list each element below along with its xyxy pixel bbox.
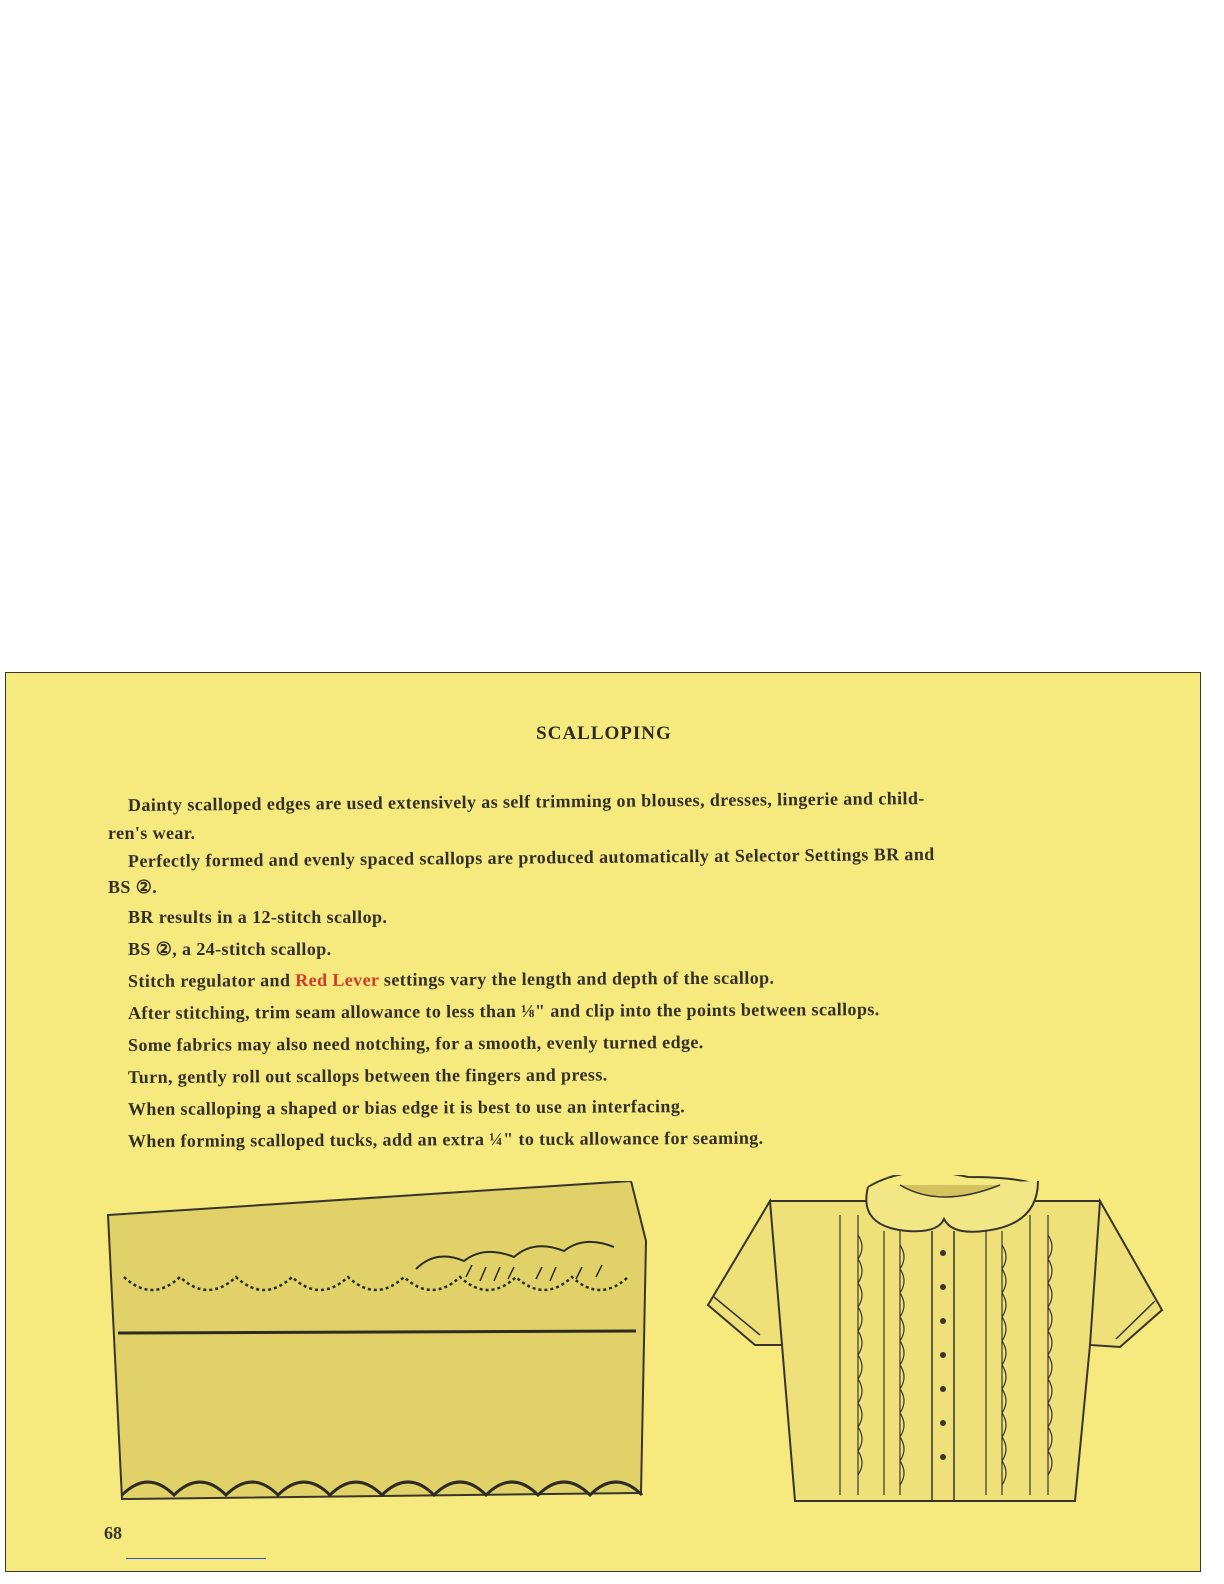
paragraph-trim: After stitching, trim seam allowance to less than ⅛" and clip into the points between scallops. bbox=[127, 999, 880, 1023]
paragraph-bs: BS ②, a 24-stitch scallop. bbox=[128, 939, 332, 959]
paragraph-turn: Turn, gently roll out scallops between the fingers and press. bbox=[127, 1064, 608, 1087]
stitch-regulator-text-after: settings vary the length and depth of the scallop. bbox=[378, 967, 775, 990]
paragraph-selector-line1: Perfectly formed and evenly spaced scallops are produced automatically at Selector Settings BR and bbox=[127, 843, 935, 871]
manual-page-photo bbox=[5, 672, 1201, 1572]
page-number: 68 bbox=[104, 1523, 122, 1543]
paragraph-interfacing: When scalloping a shaped or bias edge it is best to use an interfacing. bbox=[127, 1096, 686, 1119]
paragraph-intro-line2: ren's wear. bbox=[108, 823, 196, 843]
link-underline bbox=[126, 1558, 266, 1559]
paragraph-selector-line2: BS ②. bbox=[108, 877, 158, 897]
paragraph-br: BR results in a 12-stitch scallop. bbox=[128, 907, 388, 927]
paragraph-notching: Some fabrics may also need notching, for a smooth, evenly turned edge. bbox=[127, 1031, 704, 1055]
blouse-illustration bbox=[700, 1175, 1170, 1505]
page-title: SCALLOPING bbox=[536, 723, 672, 744]
red-lever-label: Red Lever bbox=[295, 969, 380, 991]
paragraph-intro-line1: Dainty scalloped edges are used extensively as self trimming on blouses, dresses, lingerie and child- bbox=[127, 788, 925, 815]
paragraph-tucks: When forming scalloped tucks, add an extra ¼" to tuck allowance for seaming. bbox=[127, 1127, 764, 1151]
scalloped-fabric-illustration bbox=[106, 1181, 651, 1511]
stitch-regulator-text-before: Stitch regulator and bbox=[127, 970, 296, 991]
paragraph-stitch-regulator bbox=[128, 968, 775, 992]
